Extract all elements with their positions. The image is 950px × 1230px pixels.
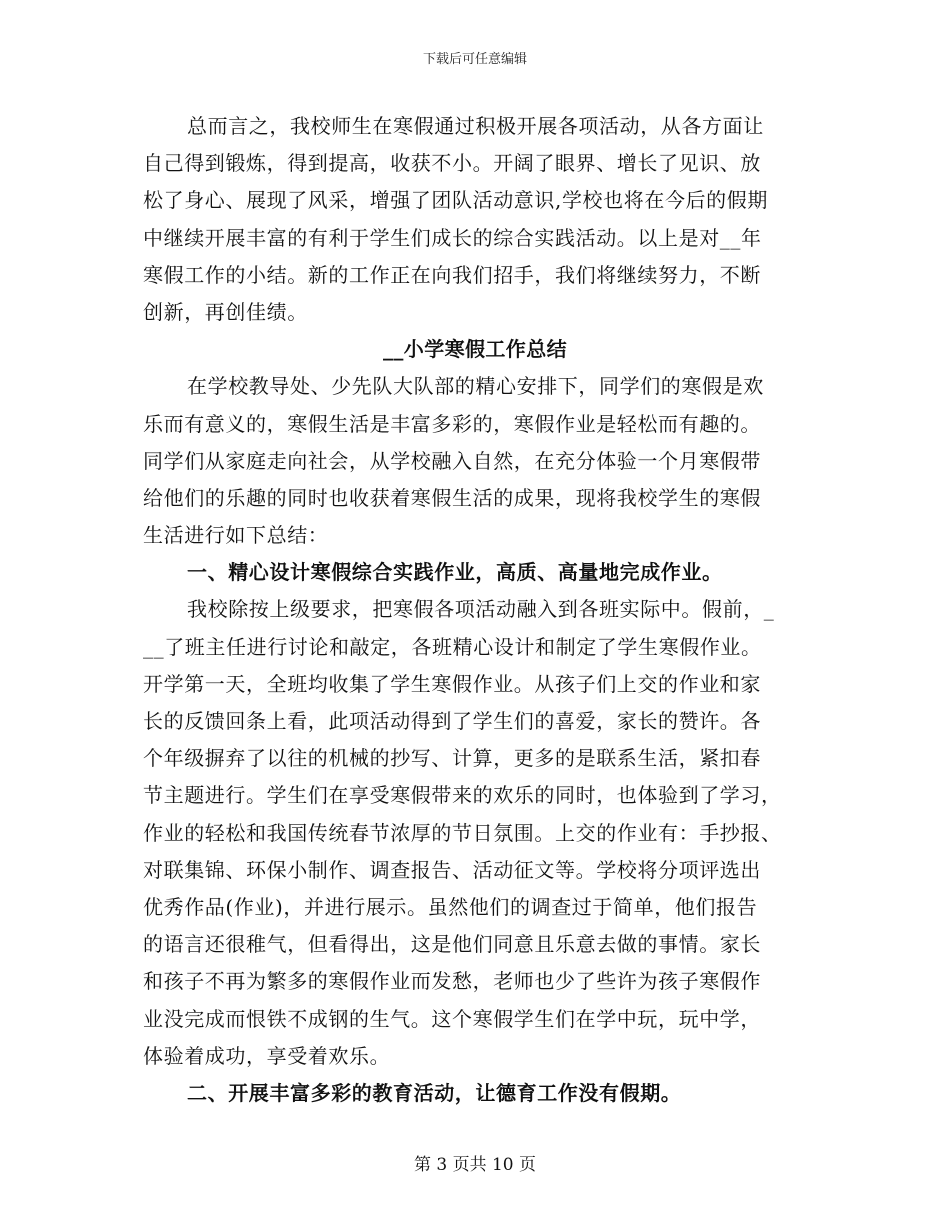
paragraph-line: 对联集锦、环保小制作、调查报告、活动征文等。学校将分项评选出 <box>143 857 761 882</box>
paragraph-line: 给他们的乐趣的同时也收获着寒假生活的成果，现将我校学生的寒假 <box>143 485 761 510</box>
paragraph-line: 创新，再创佳绩。 <box>143 299 308 324</box>
page-header: 下载后可任意编辑 <box>422 52 527 67</box>
paragraph-line: 总而言之，我校师生在寒假通过积极开展各项活动，从各方面让 <box>187 114 764 138</box>
paragraph-line: 生活进行如下总结： <box>143 523 329 548</box>
paragraph-line: 个年级摒弃了以往的机械的抄写、计算，更多的是联系生活，紧扣春 <box>143 746 761 771</box>
paragraph-line: 乐而有意义的，寒假生活是丰富多彩的，寒假作业是轻松而有趣的。 <box>143 411 761 436</box>
paragraph-line: 在学校教导处、少先队大队部的精心安排下，同学们的寒假是欢 <box>187 374 764 399</box>
paragraph-line: __了班主任进行讨论和敲定，各班精心设计和制定了学生寒假作业。 <box>143 634 762 659</box>
paragraph-line: 和孩子不再为繁多的寒假作业而发愁，老师也少了些许为孩子寒假作 <box>143 969 761 994</box>
paragraph-line: 中继续开展丰富的有利于学生们成长的综合实践活动。以上是对__年 <box>143 225 762 250</box>
paragraph-line: 寒假工作的小结。新的工作正在向我们招手，我们将继续努力，不断 <box>143 262 761 287</box>
paragraph-line: 松了身心、展现了风采，增强了团队活动意识,学校也将在今后的假期 <box>143 188 768 213</box>
page-number: 第 3 页共 10 页 <box>413 1155 537 1175</box>
subheading-one: 一、精心设计寒假综合实践作业，高质、高量地完成作业。 <box>187 560 723 585</box>
subheading-two: 二、开展丰富多彩的教育活动，让德育工作没有假期。 <box>187 1080 682 1105</box>
section-title: __小学寒假工作总结 <box>383 337 567 362</box>
paragraph-line: 优秀作品(作业)，并进行展示。虽然他们的调查过于简单，他们报告 <box>143 894 758 919</box>
paragraph-line: 开学第一天，全班均收集了学生寒假作业。从孩子们上交的作业和家 <box>143 671 761 696</box>
paragraph-line: 作业的轻松和我国传统春节浓厚的节日氛围。上交的作业有：手抄报、 <box>143 820 782 845</box>
paragraph-line: 同学们从家庭走向社会，从学校融入自然，在充分体验一个月寒假带 <box>143 448 761 473</box>
paragraph-line: 节主题进行。学生们在享受寒假带来的欢乐的同时，也体验到了学习， <box>143 783 782 808</box>
paragraph-line: 的语言还很稚气，但看得出，这是他们同意且乐意去做的事情。家长 <box>143 932 761 957</box>
paragraph-line: 长的反馈回条上看，此项活动得到了学生们的喜爱，家长的赞许。各 <box>143 709 761 733</box>
paragraph-line: 体验着成功，享受着欢乐。 <box>143 1043 391 1068</box>
paragraph-line: 业没完成而恨铁不成钢的生气。这个寒假学生们在学中玩，玩中学， <box>143 1006 761 1031</box>
paragraph-line: 我校除按上级要求，把寒假各项活动融入到各班实际中。假前，_ <box>187 597 775 622</box>
document-body <box>143 108 807 1112</box>
paragraph-line: 自己得到锻炼，得到提高，收获不小。开阔了眼界、增长了见识、放 <box>143 151 761 176</box>
